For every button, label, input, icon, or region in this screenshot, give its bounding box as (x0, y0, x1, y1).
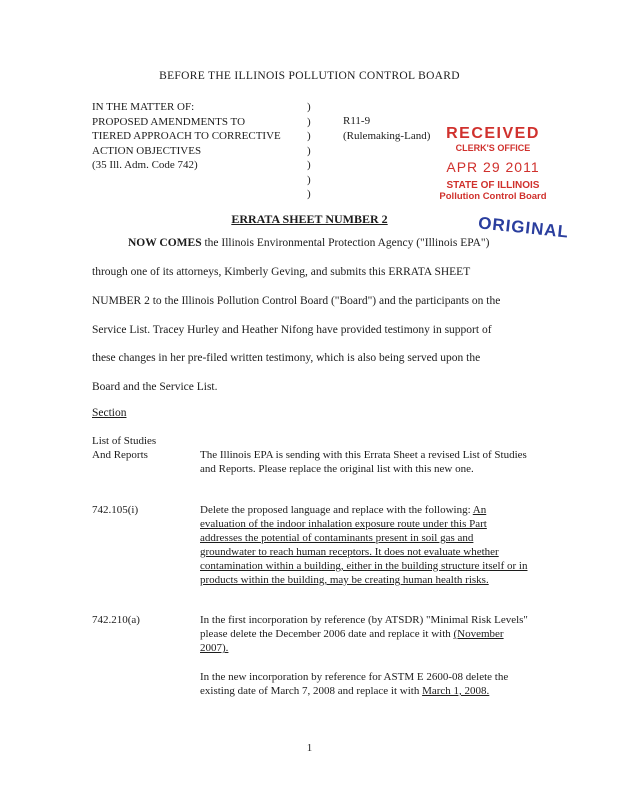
row-label (92, 434, 156, 462)
row-text (200, 670, 530, 698)
body-line: these changes in her pre-filed written testimony, which is also being served upon the (92, 352, 481, 364)
caption-line: IN THE MATTER OF: (92, 101, 195, 113)
row-text: The Illinois EPA is sending with this Errata Sheet a revised List of Studies and Reports. Please replace the original list with this new one. (200, 449, 527, 475)
caption-line: TIERED APPROACH TO CORRECTIVE (92, 130, 281, 142)
row-text-intro: Delete the proposed language and replace with the following: (200, 504, 473, 516)
replacement-text: (November 2007). (200, 628, 504, 654)
paren: ) (307, 130, 311, 142)
paren: ) (307, 115, 311, 128)
case-caption (92, 100, 281, 173)
paren: ) (307, 188, 311, 200)
court-header: BEFORE THE ILLINOIS POLLUTION CONTROL BOARD (159, 70, 460, 82)
section-heading: Section (92, 407, 127, 419)
paren: ) (307, 144, 311, 157)
body-line: Service List. Tracey Hurley and Heather Nifong have provided testimony in support of (92, 324, 492, 336)
document-title: ERRATA SHEET NUMBER 2 (231, 212, 388, 226)
stamp-clerk: CLERK'S OFFICE (455, 143, 531, 153)
received-stamp (428, 125, 558, 202)
row-text (200, 613, 530, 655)
page-number: 1 (306, 742, 313, 754)
paren: ) (307, 159, 311, 171)
now-comes: NOW COMES (128, 237, 202, 249)
stamp-board: Pollution Control Board (439, 191, 547, 202)
docket-number: R11-9 (343, 115, 371, 127)
caption-parens (307, 100, 311, 202)
replacement-text: An evaluation of the indoor inhalation exposure route under this Part addresses the potential of contaminants present in soil gas and groundwater to reach human receptors. It does not evaluate whether contamination within a building, either in the building structure itself or in products within the building, may be creating human health risks. (200, 504, 528, 586)
stamp-date: APR 29 2011 (446, 159, 540, 175)
paren: ) (307, 173, 311, 186)
stamp-received: RECEIVED (446, 125, 540, 142)
original-stamp: ORIGINAL (477, 213, 570, 242)
body-line: Board and the Service List. (92, 381, 218, 393)
body-text: the Illinois Environmental Protection Agency ("Illinois EPA") (201, 237, 490, 249)
body-line: through one of its attorneys, Kimberly Geving, and submits this ERRATA SHEET (92, 266, 471, 278)
row-text (200, 503, 530, 587)
body-line (128, 237, 489, 249)
caption-line: (35 Ill. Adm. Code 742) (92, 159, 198, 171)
row-label: 742.105(i) (92, 504, 139, 516)
stamp-state: STATE OF ILLINOIS (446, 180, 540, 191)
row-label-line: List of Studies (92, 435, 157, 447)
replacement-text: March 1, 2008. (422, 685, 490, 697)
caption-line: PROPOSED AMENDMENTS TO (92, 115, 246, 128)
paren: ) (307, 101, 311, 113)
docket-type: (Rulemaking-Land) (343, 129, 431, 142)
caption-line: ACTION OBJECTIVES (92, 144, 202, 157)
body-line: NUMBER 2 to the Illinois Pollution Control Board ("Board") and the participants on the (92, 295, 501, 307)
row-label: 742.210(a) (92, 614, 140, 626)
row-text-intro: In the first incorporation by reference (by ATSDR) "Minimal Risk Levels" please delete the December 2006 date and replace it with (200, 614, 528, 640)
row-text-intro: In the new incorporation by reference for ASTM E 2600-08 delete the existing date of March 7, 2008 and replace it with (200, 671, 509, 697)
row-label-line: And Reports (92, 449, 148, 461)
docket-block (343, 114, 430, 143)
